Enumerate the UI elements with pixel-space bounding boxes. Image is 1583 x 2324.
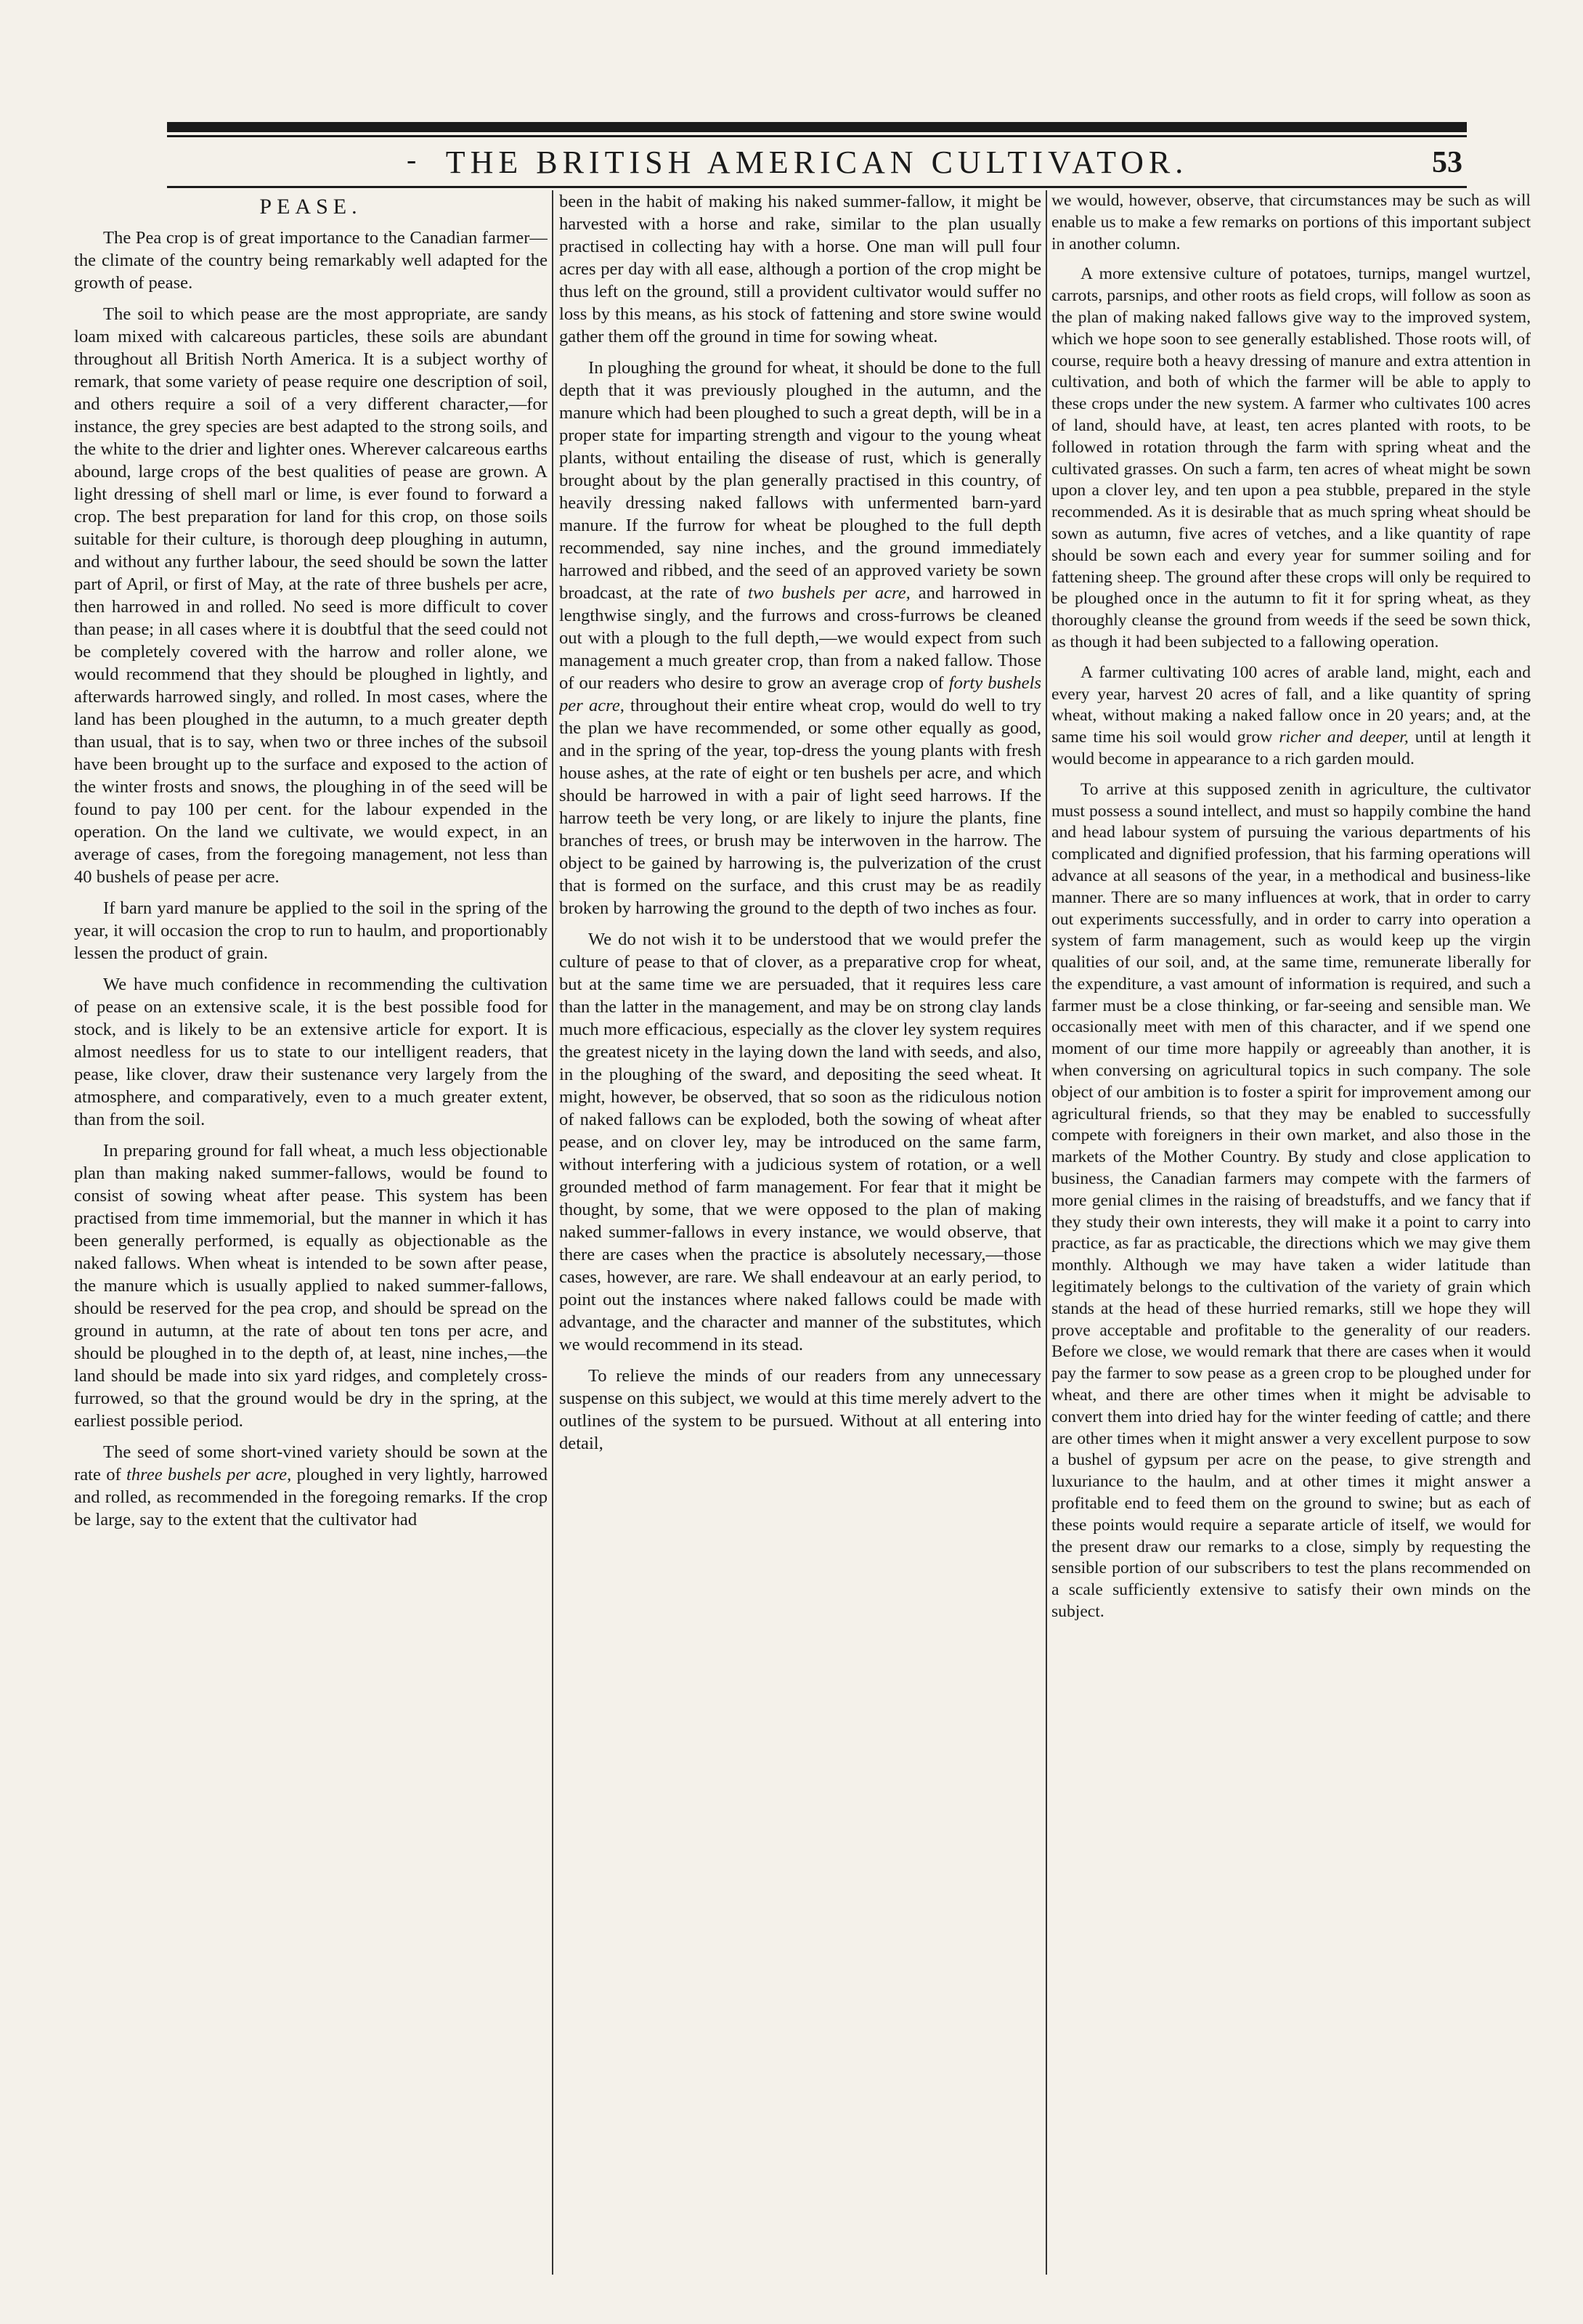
paragraph: In preparing ground for fall wheat, a much less objectionable plan than making naked summer-fallows, would be found to consist of sowing wheat after pease. This system has been practised from time immemorial, but the manner in which it has been generally performed, is equally as objectionable as the naked fallows. When wheat is intended to be sown after pease, the manure which is usually applied to naked summer-fallows, should be reserved for the pea crop, and should be spread on the ground in autumn, at the rate of about ten tons per acre, and should be ploughed in to the depth of, at least, nine inches,—the land should be made into six yard ridges, and completely cross-furrowed, so that the ground would be dry in the spring, at the earliest possible period. (74, 1141, 548, 1431)
paragraph: To relieve the minds of our readers from any unnecessary suspense on this subject, we would at this time merely advert to the outlines of the system to be pursued. Without at all entering into detail, (559, 1366, 1041, 1453)
column-divider (1046, 190, 1047, 2275)
article-heading: PEASE. (259, 195, 362, 219)
column-3 (1051, 190, 1531, 2275)
header-rule (167, 186, 1467, 188)
text-run: The seed of some short-vined variety should be sown at the rate of (74, 1442, 548, 1484)
page-number: 53 (1432, 146, 1462, 179)
paragraph: The soil to which pease are the most appropriate, are sandy loam mixed with calcareous particles, these soils are abundant throughout all British North America. It is a subject worthy of remark, that some variety of pease require one description of soil, and others require a soil of a very different character,—for instance, the grey species are best adapted to the strong soils, and the white to the drier and lighter ones. Wherever calcareous earths abound, large crops of the best qualities of pease are grown. A light dressing of shell marl or lime, is ever found to forward a crop. The best preparation for land for this crop, on those soils suitable for their culture, is thorough deep ploughing in autumn, and without any further labour, the seed should be sown the latter part of April, or first of May, at the rate of three bushels per acre, then harrowed in and rolled. No seed is more difficult to cover than pease; in all cases where it is doubtful that the seed could not be completely covered with the harrow and roller alone, we would recommend that they should be ploughed in lightly, and afterwards harrowed singly, and rolled. In most cases, where the land has been ploughed in the autumn, to a much greater depth than usual, that is to say, when two or three inches of the subsoil have been brought up to the surface and exposed to the action of the winter frosts and snows, the ploughing in of the seed will be found to pay 100 per cent. for the labour expended in the operation. On the land we cultivate, we would expect, in an average of cases, from the foregoing management, not less than 40 bushels of pease per acre. (74, 304, 548, 887)
paragraph (1051, 662, 1531, 771)
top-border-rule (167, 122, 1467, 132)
italic-text: richer and deeper, (1279, 728, 1409, 747)
italic-text: two bushels per acre, (748, 583, 911, 603)
text-run: and harrowed in lengthwise singly, and the furrows and cross-furrows be cleaned out with a plough to the full depth,—we would expect from such management a much greater crop, than from a naked fallow. Those of our readers who desire to grow an average crop of (559, 583, 1041, 693)
publication-title: THE BRITISH AMERICAN CULTIVATOR. (445, 145, 1189, 180)
text-run: ploughed in very lightly, harrowed and rolled, as recommended in the foregoing remarks. If the crop be large, say to the extent that the cultivator had (74, 1465, 548, 1529)
text-run: throughout their entire wheat crop, would do well to try the plan we have recommended, or some other equally as good, and in the spring of the year, top-dress the young plants with fresh house ashes, at the rate of eight or ten bushels per acre, and which should be harrowed in with a pair of light seed harrows. If the harrow teeth be very long, or are likely to injure the plants, fine branches of trees, or brush may be interwoven in the harrow. The object to be gained by harrowing is, the pulverization of the crust that is formed on the surface, and this crust may be as readily broken by harrowing the ground to the depth of two inches as four. (559, 696, 1041, 918)
column-divider (552, 190, 553, 2275)
paragraph: To arrive at this supposed zenith in agriculture, the cultivator must possess a sound intellect, and must so happily combine the hand and head labour system of pursuing the various departments of his complicated and dignified profession, that his farming operations will advance at all seasons of the year, in a methodical and business-like manner. There are so many influences at work, that in order to carry out experiments successfully, and in order to carry into operation a system of farm management, such as would keep up the virgin qualities of our soil, and, at the same time, remunerate liberally for the expenditure, a vast amount of information is required, and such a farmer must be a close thinking, or far-seeing and sensible man. We occasionally meet with men of this character, and if we spend one moment of our time more happily or agreeably than another, it is when conversing on agricultural topics in such company. The sole object of our ambition is to foster a spirit for improvement among our agricultural friends, so that they may be enabled to successfully compete with foreigners in their own market, and also those in the markets of the Mother Country. By study and close application to business, the Canadian farmers may compete with the farmers of more genial climes in the raising of breadstuffs, and we fancy that if they study their own interests, they will make it a point to carry into practice, as far as practicable, the directions which we may give them monthly. Although we may have taken a wider latitude than legitimately belongs to the cultivation of the variety of grain which stands at the head of these hurried remarks, still we hope they will prove acceptable and profitable to the generality of our readers. Before we close, we would remark that there are cases when it would pay the farmer to sow pease as a green crop to be ploughed under for wheat, and there are other times when it might be advisable to convert them into dried hay for the winter feeding of cattle; and there are other times when it might answer a very excellent purpose to sow a bushel of gypsum per acre on the pease, to give strength and luxuriance to the haulm, and at other times it might answer a profitable end to feed them on the ground to swine; but as each of these points would require a separate article of itself, we would for the present draw our remarks to a close, simply by requesting the sensible portion of our subscribers to test the plans recommended on a scale sufficiently extensive to satisfy their own minds on the subject. (1051, 779, 1531, 1621)
paragraph: We do not wish it to be understood that we would prefer the culture of pease to that of clover, as a preparative crop for wheat, but at the same time we are persuaded, that it requires less care than the latter in the management, and may be on strong clay lands much more efficacious, especially as the clover ley system requires the greatest nicety in the laying down the land with seeds, and also, in the ploughing of the sward, and depositing the seed wheat. It might, however, be observed, that so soon as the ridiculous notion of naked fallows can be exploded, both the sowing of wheat after pease, and on clover ley, may be introduced on the same farm, without interfering with a judicious system of rotation, or a well grounded method of farm management. For fear that it might be thought, by some, that we were opposed to the plan of making naked summer-fallows in every instance, we would observe, that there are cases when the practice is absolutely necessary,—those cases, however, are rare. We shall endeavour at an early period, to point out the instances where naked fallows could be made with advantage, and the character and manner of the substitutes, which we would recommend in its stead. (559, 930, 1041, 1354)
text-run: In ploughing the ground for wheat, it should be done to the full depth that it was previously ploughed in the autumn, and the manure which had been ploughed to such a great depth, will be in a proper state for imparting strength and vigour to the young wheat plants, without entailing the disease of rust, which is generally brought about by the plan generally practised in this country, of heavily dressing naked fallows with unfermented barn-yard manure. If the furrow for wheat be ploughed to the full depth recommended, say nine inches, and the ground immediately harrowed and ribbed, and the seed of an approved variety be sown broadcast, at the rate of (559, 358, 1041, 603)
text-run: until at length it would become in appearance to a rich garden mould. (1051, 728, 1531, 768)
header-ornament: - (407, 143, 417, 176)
paragraph-continued: been in the habit of making his naked summer-fallow, it might be harvested with a horse and rake, similar to the plan usually practised in collecting hay with a horse. One man will pull four acres per day with all ease, although a portion of the crop might be thus left on the ground, still a provident cultivator would suffer no loss by this means, as his stock of fattening and store swine would gather them off the ground in time for sowing wheat. (559, 192, 1041, 346)
text-run: A farmer cultivating 100 acres of arable land, might, each and every year, harvest 20 acres of fall, and a like quantity of spring wheat, without making a naked fallow once in 20 years; and, at the same time his soil would grow (1051, 662, 1531, 747)
italic-text: three bushels per acre, (126, 1465, 292, 1484)
top-border-thin-rule (167, 135, 1467, 137)
paragraph-continued: we would, however, observe, that circumstances may be such as will enable us to make a few remarks on portions of this important subject in another column. (1051, 191, 1531, 253)
column-2 (559, 190, 1041, 2275)
paragraph (74, 1441, 548, 1531)
paragraph: The Pea crop is of great importance to the Canadian farmer—the climate of the country being remarkably well adapted for the growth of pease. (74, 228, 548, 293)
column-1 (74, 190, 548, 2275)
paragraph: A more extensive culture of potatoes, turnips, mangel wurtzel, carrots, parsnips, and other roots as field crops, will follow as soon as the plan of making naked fallows give way to the improved system, which we hope soon to see generally established. Those roots will, of course, require both a heavy dressing of manure and extra attention in cultivation, and both of which the farmer will be able to apply to these crops under the new system. A farmer who cultivates 100 acres of land, should have, at least, ten acres planted with roots, to be followed in rotation through the farm with spring wheat and the cultivated grasses. On such a farm, ten acres of wheat might be sown upon a clover ley, and ten upon a pea stubble, prepared in the style recommended. As it is desirable that as much spring wheat should be sown as autumn, five acres of vetches, and a like quantity of rape should be sown each and every year for summer soiling and for fattening sheep. The ground after these crops will only be required to be ploughed once in the autumn to fit it for spring wheat, as they thoroughly cleanse the ground from weeds if the seed be sown thick, as though it had been subjected to a fallowing operation. (1051, 264, 1531, 651)
paragraph: If barn yard manure be applied to the soil in the spring of the year, it will occasion the crop to run to haulm, and proportionably lessen the product of grain. (74, 898, 548, 963)
running-header (167, 139, 1467, 184)
paragraph: We have much confidence in recommending the cultivation of pease on an extensive scale, it is the best possible food for stock, and is likely to be an extensive article for export. It is almost needless for us to state to our intelligent readers, that pease, like clover, draw their sustenance very largely from the atmosphere, and comparatively, even to a much greater extent, than from the soil. (74, 975, 548, 1129)
paragraph (559, 357, 1041, 919)
italic-text: forty bushels per acre, (559, 673, 1041, 715)
